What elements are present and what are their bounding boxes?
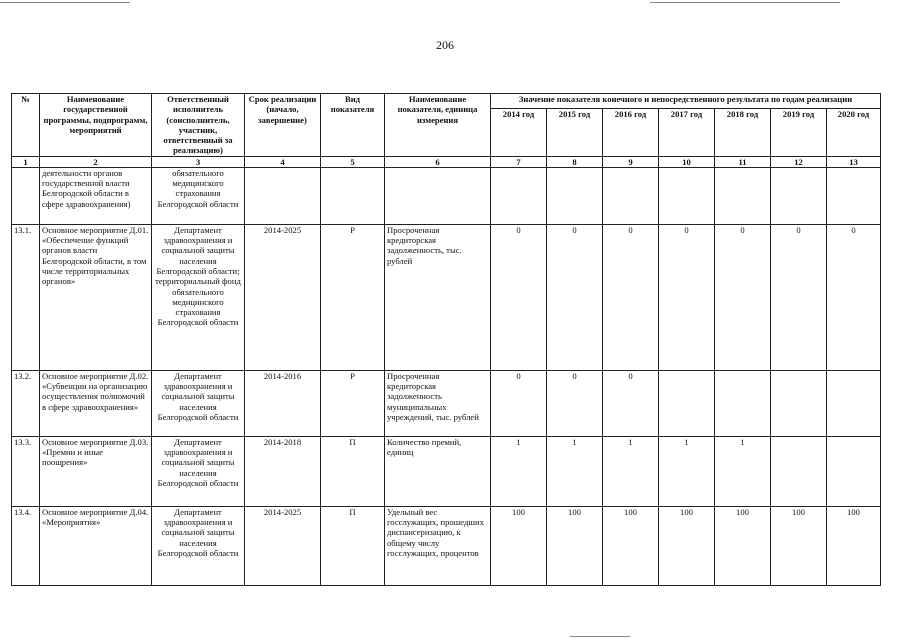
scan-edge-line-right xyxy=(650,2,840,3)
header-term: Срок реализации (начало, завершение) xyxy=(245,94,321,157)
row-value: 100 xyxy=(771,506,827,585)
row-type: Р xyxy=(321,370,385,436)
row-value xyxy=(827,167,881,224)
row-value xyxy=(827,370,881,436)
column-number: 10 xyxy=(659,156,715,167)
column-number: 9 xyxy=(603,156,659,167)
row-name: деятельности органов государственной власти Белгородской области в сфере здравоохранения) xyxy=(40,167,152,224)
header-responsible: Ответственный исполнитель (соисполнитель, участник, ответственный за реализацию) xyxy=(152,94,245,157)
column-number: 12 xyxy=(771,156,827,167)
row-value: 1 xyxy=(659,436,715,506)
column-number: 6 xyxy=(385,156,491,167)
row-value: 1 xyxy=(491,436,547,506)
row-value: 1 xyxy=(547,436,603,506)
row-num: 13.2. xyxy=(12,370,40,436)
row-value: 100 xyxy=(603,506,659,585)
row-indicator: Просроченная кредиторская задолженность, тыс. рублей xyxy=(385,224,491,370)
row-responsible: Департамент здравоохранения и социальной защиты населения Белгородской области xyxy=(152,436,245,506)
row-value: 0 xyxy=(603,224,659,370)
row-value xyxy=(715,167,771,224)
row-responsible: Департамент здравоохранения и социальной защиты населения Белгородской области xyxy=(152,370,245,436)
row-value xyxy=(659,167,715,224)
row-name: Основное мероприятие Д.04. «Мероприятия» xyxy=(40,506,152,585)
row-term: 2014-2016 xyxy=(245,370,321,436)
row-value xyxy=(659,370,715,436)
row-value: 0 xyxy=(547,224,603,370)
row-indicator: Удельный вес госслужащих, прошедших диспансеризацию, к общему числу госслужащих, процентов xyxy=(385,506,491,585)
row-indicator: Просроченная кредиторская задолженность муниципальных учреждений, тыс. рублей xyxy=(385,370,491,436)
page-number: 206 xyxy=(436,38,454,52)
column-number: 11 xyxy=(715,156,771,167)
column-number: 7 xyxy=(491,156,547,167)
row-value: 100 xyxy=(715,506,771,585)
row-value xyxy=(491,167,547,224)
table-row xyxy=(12,506,881,585)
row-term: 2014-2018 xyxy=(245,436,321,506)
column-number: 8 xyxy=(547,156,603,167)
row-name: Основное мероприятие Д.03. «Премии и иные поощрения» xyxy=(40,436,152,506)
row-term: 2014-2025 xyxy=(245,506,321,585)
row-value: 100 xyxy=(491,506,547,585)
scan-edge-line-bottom xyxy=(570,636,630,637)
header-year: 2018 год xyxy=(715,108,771,156)
header-name: Наименование государственной программы, подпрограмм, мероприятий xyxy=(40,94,152,157)
row-value: 0 xyxy=(491,224,547,370)
row-num: 13.4. xyxy=(12,506,40,585)
header-num: № xyxy=(12,94,40,157)
header-year: 2015 год xyxy=(547,108,603,156)
row-value: 0 xyxy=(547,370,603,436)
row-value xyxy=(771,436,827,506)
row-responsible: Департамент здравоохранения и социальной защиты населения Белгородской области; территориальный фонд обязательного медицинского страхования Белгородской области xyxy=(152,224,245,370)
column-number-row xyxy=(12,156,881,167)
row-responsible: Департамент здравоохранения и социальной защиты населения Белгородской области xyxy=(152,506,245,585)
row-type: П xyxy=(321,506,385,585)
row-value: 0 xyxy=(603,370,659,436)
row-indicator xyxy=(385,167,491,224)
table-row xyxy=(12,167,881,224)
row-value xyxy=(827,436,881,506)
row-value: 0 xyxy=(827,224,881,370)
column-number: 3 xyxy=(152,156,245,167)
row-value: 0 xyxy=(491,370,547,436)
column-number: 13 xyxy=(827,156,881,167)
row-num xyxy=(12,167,40,224)
row-num: 13.3. xyxy=(12,436,40,506)
row-value: 100 xyxy=(659,506,715,585)
row-value xyxy=(603,167,659,224)
header-year: 2017 год xyxy=(659,108,715,156)
table-row xyxy=(12,436,881,506)
header-year: 2019 год xyxy=(771,108,827,156)
header-indicator-type: Вид показателя xyxy=(321,94,385,157)
table-row xyxy=(12,370,881,436)
header-indicator-name: Наименование показателя, единица измерения xyxy=(385,94,491,157)
column-number: 2 xyxy=(40,156,152,167)
column-number: 5 xyxy=(321,156,385,167)
scan-edge-line-left xyxy=(0,2,130,3)
table-row xyxy=(12,224,881,370)
row-type: Р xyxy=(321,224,385,370)
row-value: 100 xyxy=(547,506,603,585)
header-values-group: Значение показателя конечного и непосредственного результата по годам реализации xyxy=(491,94,881,109)
row-responsible: обязательного медицинского страхования Белгородской области xyxy=(152,167,245,224)
header-year: 2014 год xyxy=(491,108,547,156)
header-year: 2020 год xyxy=(827,108,881,156)
row-name: Основное мероприятие Д.02. «Субвенции на организацию осуществления полномочий в сфере здравоохранения» xyxy=(40,370,152,436)
row-value: 1 xyxy=(715,436,771,506)
row-value xyxy=(771,370,827,436)
row-value xyxy=(771,167,827,224)
row-term xyxy=(245,167,321,224)
column-number: 1 xyxy=(12,156,40,167)
row-value xyxy=(715,370,771,436)
column-number: 4 xyxy=(245,156,321,167)
row-value: 1 xyxy=(603,436,659,506)
row-num: 13.1. xyxy=(12,224,40,370)
row-value: 0 xyxy=(659,224,715,370)
row-type xyxy=(321,167,385,224)
row-type: П xyxy=(321,436,385,506)
row-indicator: Количество премий, единиц xyxy=(385,436,491,506)
row-value xyxy=(547,167,603,224)
row-value: 0 xyxy=(771,224,827,370)
header-year: 2016 год xyxy=(603,108,659,156)
row-name: Основное мероприятие Д.01. «Обеспечение функций органов власти Белгородской области, в том числе территориальных органов» xyxy=(40,224,152,370)
program-table xyxy=(11,93,881,586)
header-row-1 xyxy=(12,94,881,109)
row-term: 2014-2025 xyxy=(245,224,321,370)
row-value: 100 xyxy=(827,506,881,585)
row-value: 0 xyxy=(715,224,771,370)
